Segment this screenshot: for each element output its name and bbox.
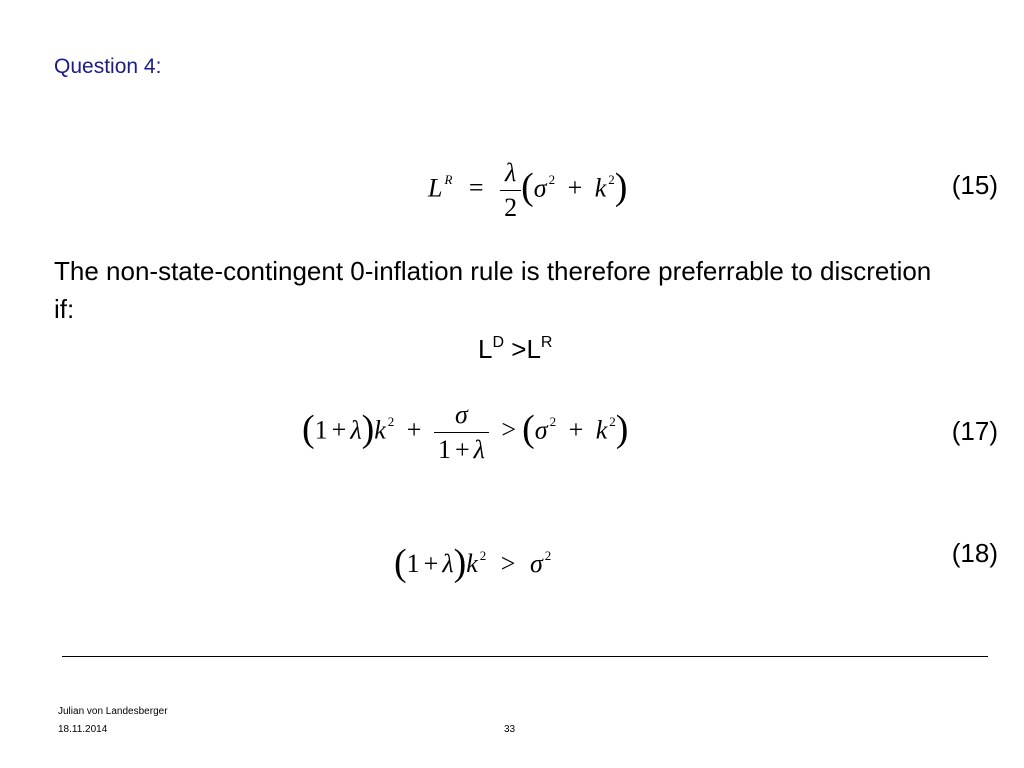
equation-number-18: (18): [951, 538, 998, 568]
condition-rhs-sup: R: [540, 334, 553, 351]
footer-page-number: 33: [504, 724, 516, 735]
equation-number-15: (15): [951, 170, 998, 200]
condition-rhs: L: [526, 334, 541, 364]
condition-lhs-sup: D: [492, 334, 505, 351]
slide-title: Question 4:: [54, 55, 162, 78]
condition-op: >: [504, 334, 527, 364]
loss-condition: [478, 334, 552, 365]
equation-18: (1 + λ)k $^2$ > σ $^2$: [394, 542, 552, 584]
footer-author: Julian von Landesberger: [58, 706, 168, 717]
footer-divider: [62, 656, 988, 657]
body-paragraph: The non-state-contingent 0-inflation rule is therefore preferrable to discretion if:: [54, 256, 932, 324]
equation-number-17: (17): [951, 416, 998, 446]
equation-15: L $^R$ = $\frac{\lambda}{2}$ (σ $^2$ + k $^2$): [428, 158, 628, 222]
equation-17: (1 + λ)k $^2$ + $\frac{\sigma}{1 + \lambda}$ > (σ $^2$ + k $^2$): [302, 400, 629, 464]
condition-lhs: L: [478, 334, 493, 364]
footer-date: 18.11.2014: [58, 724, 108, 735]
